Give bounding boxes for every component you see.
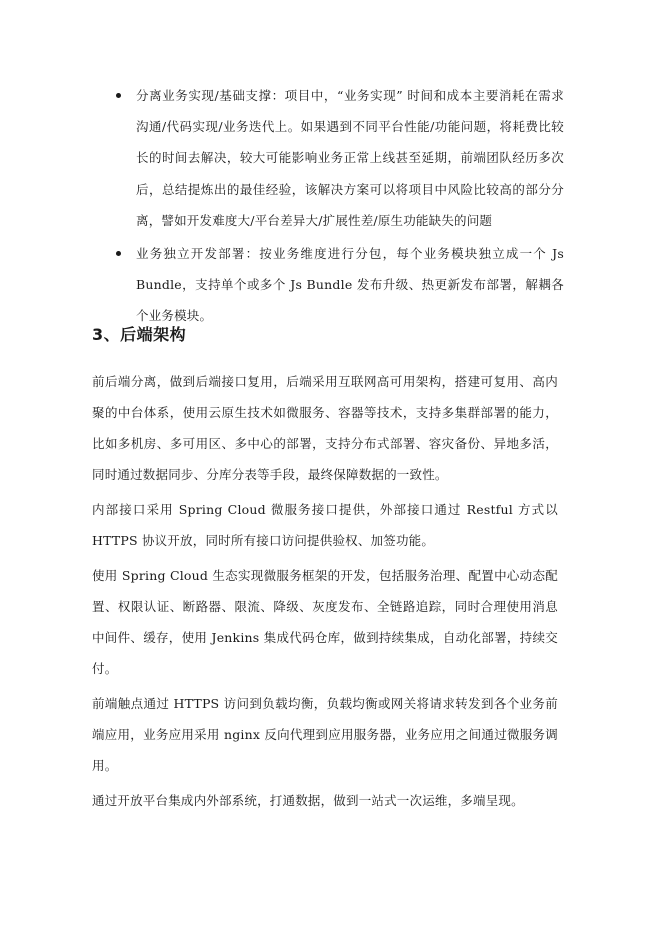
paragraph: 使用 Spring Cloud 生态实现微服务框架的开发，包括服务治理、配置中心动态配置、权限认证、断路器、限流、降级、灰度发布、全链路追踪，同时合理使用消息中间件、缓存，使用 Jenkins 集成代码仓库，做到持续集成，自动化部署，持续交付。 [92,568,558,676]
bullet-dot-icon [116,93,121,98]
section-heading: 3、后端架构 [92,325,187,344]
section-body [92,366,558,820]
bullet-text: 分离业务实现/基础支撑：项目中，“业务实现” 时间和成本主要消耗在需求沟通/代码实现/业务迭代上。如果遇到不同平台性能/功能问题，将耗费比较长的时间去解决，较大可能影响业务正常上线甚至延期，前端团队经历多次后，总结提炼出的最佳经验，该解决方案可以将项目中风险比较高的部分分离，譬如开发难度大/平台差异大/扩展性差/原生功能缺失的问题 [136,88,564,228]
bullet-dot-icon [116,251,121,256]
paragraph: 前后端分离，做到后端接口复用，后端采用互联网高可用架构，搭建可复用、高内聚的中台体系，使用云原生技术如微服务、容器等技术，支持多集群部署的能力，比如多机房、多可用区、多中心的部署，支持分布式部署、容灾备份、异地多活，同时通过数据同步、分库分表等手段，最终保障数据的一致性。 [92,374,558,482]
paragraph: 通过开放平台集成内外部系统，打通数据，做到一站式一次运维，多端呈现。 [92,793,524,808]
bullet-item-independent-deploy [116,238,564,332]
bullet-text: 业务独立开发部署：按业务维度进行分包，每个业务模块独立成一个 Js Bundle，支持单个或多个 Js Bundle 发布升级、热更新发布部署，解耦各个业务模块。 [136,246,564,324]
paragraph: 内部接口采用 Spring Cloud 微服务接口提供，外部接口通过 Restful 方式以 HTTPS 协议开放，同时所有接口访问提供验权、加签功能。 [92,502,558,548]
bullet-item-separation [116,80,564,236]
bullet-list [116,80,564,332]
paragraph: 前端触点通过 HTTPS 访问到负载均衡，负载均衡或网关将请求转发到各个业务前端应用，业务应用采用 nginx 反向代理到应用服务器，业务应用之间通过微服务调用。 [92,696,558,773]
